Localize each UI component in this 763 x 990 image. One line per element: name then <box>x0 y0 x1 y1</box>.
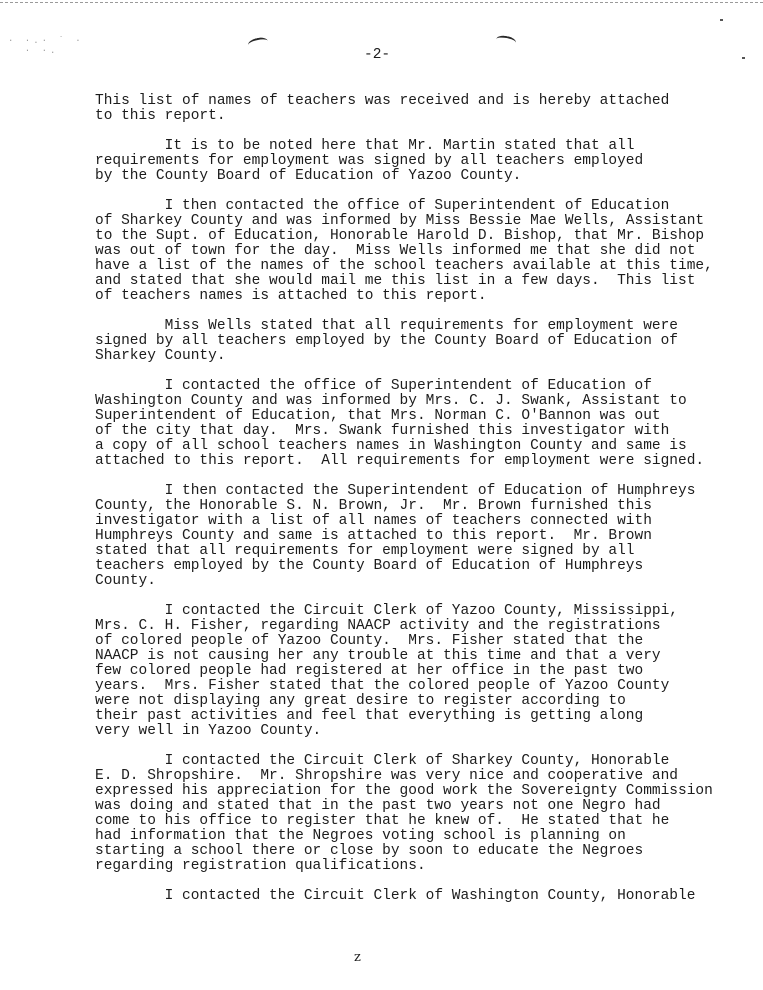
text-line: I contacted the office of Superintendent of Education of <box>95 378 652 394</box>
paragraph <box>95 889 745 904</box>
paragraph <box>95 199 745 304</box>
text-line: This list of names of teachers was received and is hereby attached <box>95 93 670 109</box>
text-line: I contacted the Circuit Clerk of Sharkey County, Honorable <box>95 753 670 769</box>
document-body <box>95 94 745 919</box>
text-line: County, the Honorable S. N. Brown, Jr. Mr. Brown furnished this <box>95 498 652 514</box>
text-line: starting a school there or close by soon to educate the Negroes <box>95 843 644 859</box>
binder-mark-right <box>495 34 516 47</box>
paragraph <box>95 319 745 364</box>
text-line: I contacted the Circuit Clerk of Yazoo County, Mississippi, <box>95 603 678 619</box>
text-line: E. D. Shropshire. Mr. Shropshire was very nice and cooperative and <box>95 768 678 784</box>
text-line: come to his office to register that he knew of. He stated that he <box>95 813 670 829</box>
text-line: I then contacted the office of Superintendent of Education <box>95 198 670 214</box>
text-line: had information that the Negroes voting school is planning on <box>95 828 626 844</box>
text-line: signed by all teachers employed by the County Board of Education of <box>95 333 678 349</box>
text-line: stated that all requirements for employment were signed by all <box>95 543 635 559</box>
text-line: teachers employed by the County Board of Education of Humphreys <box>95 558 644 574</box>
text-line: NAACP is not causing her any trouble at this time and that a very <box>95 648 661 664</box>
text-line: have a list of the names of the school teachers available at this time, <box>95 258 713 274</box>
text-line: Washington County and was informed by Mrs. C. J. Swank, Assistant to <box>95 393 687 409</box>
text-line: Miss Wells stated that all requirements for employment were <box>95 318 678 334</box>
text-line: a copy of all school teachers names in Washington County and same is <box>95 438 687 454</box>
text-line: County. <box>95 573 156 589</box>
scan-speck <box>742 57 745 59</box>
text-line: requirements for employment was signed by all teachers employed <box>95 153 644 169</box>
text-line: of colored people of Yazoo County. Mrs. Fisher stated that the <box>95 633 644 649</box>
text-line: their past activities and feel that everything is getting along <box>95 708 644 724</box>
text-line: by the County Board of Education of Yazoo County. <box>95 168 522 184</box>
text-line: few colored people had registered at her office in the past two <box>95 663 644 679</box>
text-line: Sharkey County. <box>95 348 226 364</box>
text-line: was doing and stated that in the past two years not one Negro had <box>95 798 661 814</box>
text-line: investigator with a list of all names of teachers connected with <box>95 513 652 529</box>
binder-mark-left <box>247 36 269 50</box>
text-line: Superintendent of Education, that Mrs. Norman C. O'Bannon was out <box>95 408 661 424</box>
paragraph <box>95 604 745 739</box>
text-line: to this report. <box>95 108 226 124</box>
text-line: expressed his appreciation for the good work the Sovereignty Commission <box>95 783 713 799</box>
text-line: years. Mrs. Fisher stated that the colored people of Yazoo County <box>95 678 670 694</box>
paragraph <box>95 139 745 184</box>
paragraph <box>95 379 745 469</box>
text-line: Humphreys County and same is attached to this report. Mr. Brown <box>95 528 652 544</box>
text-line: to the Supt. of Education, Honorable Harold D. Bishop, that Mr. Bishop <box>95 228 705 244</box>
text-line: was out of town for the day. Miss Wells informed me that she did not <box>95 243 696 259</box>
text-line: very well in Yazoo County. <box>95 723 322 739</box>
text-line: and stated that she would mail me this list in a few days. This list <box>95 273 696 289</box>
footer-page-mark: z <box>354 950 361 965</box>
scan-specks: · ·.· ˙ · · ·. <box>8 36 84 56</box>
scan-speck <box>720 19 723 21</box>
paragraph <box>95 484 745 589</box>
page-number: -2- <box>364 47 391 63</box>
text-line: of the city that day. Mrs. Swank furnished this investigator with <box>95 423 670 439</box>
text-line: regarding registration qualifications. <box>95 858 426 874</box>
paragraph <box>95 94 745 124</box>
text-line: Mrs. C. H. Fisher, regarding NAACP activity and the registrations <box>95 618 661 634</box>
scan-top-edge <box>0 2 763 3</box>
text-line: of teachers names is attached to this report. <box>95 288 487 304</box>
text-line: I then contacted the Superintendent of Education of Humphreys <box>95 483 696 499</box>
paragraph <box>95 754 745 874</box>
text-line: of Sharkey County and was informed by Miss Bessie Mae Wells, Assistant <box>95 213 705 229</box>
text-line: attached to this report. All requirements for employment were signed. <box>95 453 705 469</box>
text-line: I contacted the Circuit Clerk of Washington County, Honorable <box>95 888 696 904</box>
text-line: were not displaying any great desire to register according to <box>95 693 626 709</box>
text-line: It is to be noted here that Mr. Martin stated that all <box>95 138 635 154</box>
